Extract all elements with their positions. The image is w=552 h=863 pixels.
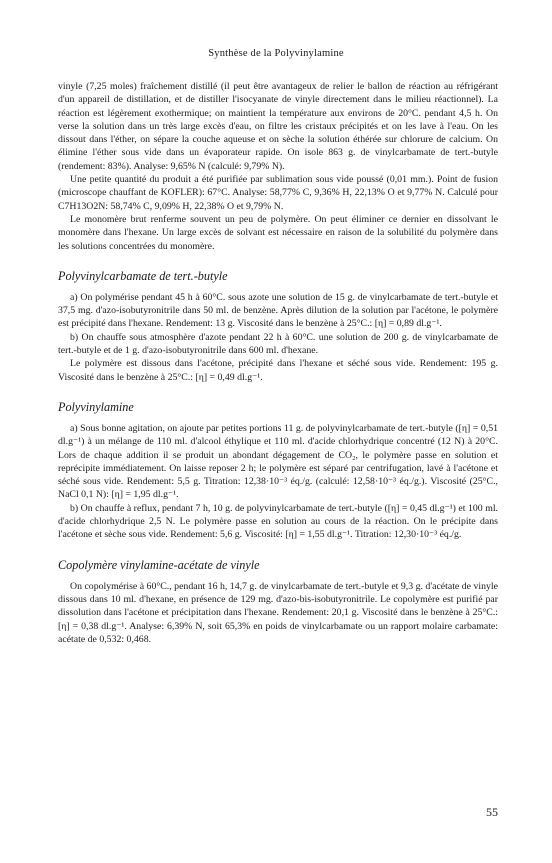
paragraph-continuation: vinyle (7,25 moles) fraîchement distillé (il peut être avantageux de relier le ballon de réaction au réfrigérant d'un appareil de distillation, et de distiller l'isocyanate de vinyle directement dans le milieu réactionnel). La réaction est légèrement exothermique; on maintient la température aux environs de 20°C. pendant 4,5 h. On verse la solution dans un très large excès d'eau, on filtre les cristaux précipités et on les lave à l'eau. On les dissout dans l'éther, on sépare la couche aqueuse et on sèche la solution éthérée sur chlorure de calcium. On élimine l'éther sous vide dans un évaporateur rapide. On isole 863 g. de vinylcarbamate de tert.-butyle (rendement: 83%). Analyse: 9,65% N (calculé: 9,79% N). bbox=[58, 81, 498, 172]
paragraph-polymerisation-a: a) On polymérise pendant 45 h à 60°C. sous azote une solution de 15 g. de vinylcarbamate de tert.-butyle et 37,5 mg. d'azo-isobutyronitrile dans 50 ml. de benzène. Après dilution de la solution par l'acétone, le polymère est précipité dans l'hexane. Rendement: 13 g. Viscosité dans le benzène à 25°C.: [η] = 0,89 dl.g⁻¹. bbox=[58, 291, 498, 330]
section-heading-copolymer: Copolymère vinylamine-acétate de vinyle bbox=[58, 557, 260, 572]
paragraph-polymer-purification: Le polymère est dissous dans l'acétone, précipité dans l'hexane et séché sous vide. Rendement: 195 g. Viscosité dans le benzène à 25°C.: [η] = 0,49 dl.g⁻¹. bbox=[58, 358, 498, 383]
paragraph-copolymerisation: On copolymérise à 60°C., pendant 16 h, 14,7 g. de vinylcarbamate de tert.-butyle et 9,3 g. d'acétate de vinyle dissous dans 10 ml. d'hexane, en présence de 129 mg. d'azo-bis-isobutyronitrile. Le copolymère est purifié par dissolution dans l'acétone et précipitation dans l'hexane. Rendement: 20,1 g. Viscosité dans le benzène à 25°C.: [η] = 0,38 dl.g⁻¹. Analyse: 6,39% N, soit 65,3% en poids de vinylcarbamate ou un rapport molaire carbamate: acétate de 0,532: 0,468. bbox=[58, 580, 498, 645]
section-heading-polyvinylamine: Polyvinylamine bbox=[58, 399, 134, 414]
paragraph-crude-monomer: Le monomère brut renferme souvent un peu de polymère. On peut éliminer ce dernier en dissolvant le monomère dans l'hexane. Un large excès de solvant est nécessaire en raison de la solubilité du polymère dans les solutions concentrées du monomère. bbox=[58, 213, 498, 252]
paragraph-sublimation: Une petite quantité du produit a été purifiée par sublimation sous vide poussé (0,01 mm.). Point de fusion (microscope chauffant de KOFLER): 67°C. Analyse: 58,77% C, 9,36% H, 22,13% O et 9,77% N. Calculé pour C7H13O2N: 58,74% C, 9,09% H, 22,38% O et 9,79% N. bbox=[58, 174, 498, 212]
section-heading-polyvinylcarbamate: Polyvinylcarbamate de tert.-butyle bbox=[58, 268, 228, 283]
page-number: 55 bbox=[486, 805, 498, 819]
running-header: Synthèse de la Polyvinylamine bbox=[208, 48, 344, 59]
article-body bbox=[58, 80, 498, 646]
paragraph-hydrolysis-b: b) On chauffe à reflux, pendant 7 h, 10 g. de polyvinylcarbamate de tert.-butyle ([η] = 0,45 dl.g⁻¹) et 100 ml. d'acide chlorhydrique 2,5 N. Le polymère passe en solution au cours de la réaction. On le précipite dans l'acétone et sèche sous vide. Rendement: 5,6 g. Viscosité: [η] = 1,55 dl.g⁻¹. Titration: 12,30·10⁻³ éq./g. bbox=[58, 502, 498, 541]
paragraph-polymerisation-b: b) On chauffe sous atmosphère d'azote pendant 22 h à 60°C. une solution de 200 g. de vinylcarbamate de tert.-butyle et de 1 g. d'azo-isobutyronitrile dans 600 ml. d'hexane. bbox=[58, 331, 498, 357]
paragraph-hydrolysis-a: a) Sous bonne agitation, on ajoute par petites portions 11 g. de polyvinylcarbamate de tert.-butyle ([η] = 0,51 dl.g⁻¹) à un mélange de 110 ml. d'alcool éthylique et 110 ml. d'acide chlorhydrique concentré (12 N) à 20°C. Lors de chaque addition il se produit un abondant dégagement de CO₂, le polymère passe en solution et reprécipite immédiatement. On laisse reposer 2 h; le polymère est séparé par centrifugation, lavé à l'acétone et séché sous vide. Rendement: 5,5 g. Titration: 12,38·10⁻³ éq./g. (calculé: 12,58·10⁻³ éq./g.). Viscosité (25°C., NaCl 0,1 N): [η] = 1,95 dl.g⁻¹. bbox=[58, 422, 498, 501]
